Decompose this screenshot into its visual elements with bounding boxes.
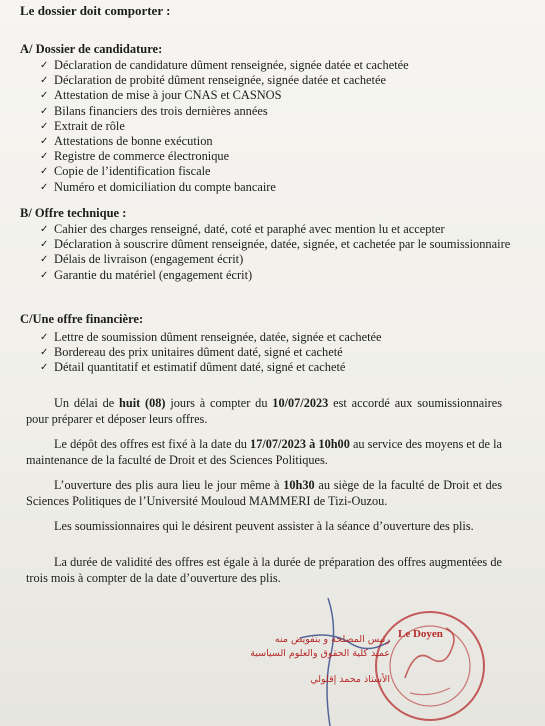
list-item: ✓ Copie de l’identification fiscale <box>40 164 211 179</box>
list-item: ✓ Garantie du matériel (engagement écrit) <box>40 267 253 282</box>
checkmark-icon: ✓ <box>40 120 49 132</box>
list-item: ✓ Déclaration de candidature dûment renseignée, signée datée et cachetée <box>40 58 409 72</box>
list-item: ✓ Extrait de rôle <box>40 118 125 133</box>
checkmark-icon: ✓ <box>40 224 49 235</box>
list-item: ✓ Bordereau des prix unitaires dûment daté, signé et cacheté <box>40 345 343 360</box>
list-item: ✓ Déclaration à souscrire dûment renseignée, datée, signée, et cachetée par le soumissionnaire <box>40 237 511 252</box>
list-item: ✓ Cahier des charges renseigné, daté, coté et paraphé avec mention lu et accepter <box>40 222 445 236</box>
stamp-arabic-line1: رئيس المصلحة و بتفويض منه <box>274 634 390 645</box>
section-a-title: A/ Dossier de candidature: <box>20 42 163 56</box>
checkmark-icon: ✓ <box>40 254 49 266</box>
checkmark-icon: ✓ <box>40 60 49 71</box>
paragraph-ouverture: L’ouverture des plis aura lieu le jour même à 10h30 au siège de la faculté de Droit et des Sciences Politiques de l’Université Mouloud MAMMERI de Tizi-Ouzou. <box>26 478 502 508</box>
stamp-title: Le Doyen <box>398 628 443 640</box>
checkmark-icon: ✓ <box>40 362 49 374</box>
section-c-title: C/Une offre financière: <box>20 312 144 326</box>
checkmark-icon: ✓ <box>40 105 49 117</box>
checkmark-icon: ✓ <box>40 347 49 359</box>
stamp-arabic-line2: عميد كلية الحقوق والعلوم السياسية <box>250 648 390 659</box>
checkmark-icon: ✓ <box>40 239 49 251</box>
stamp-arabic-line3: الأستاذ محمد إقلولي <box>310 674 390 685</box>
paragraph-depot: Le dépôt des offres est fixé à la date du 17/07/2023 à 10h00 au service des moyens et de la maintenance de la faculté de Droit et des Sciences Politiques. <box>26 437 502 467</box>
stamp-and-signature <box>240 598 540 726</box>
list-item: ✓ Attestations de bonne exécution <box>40 134 213 149</box>
section-b-list <box>40 222 524 283</box>
stamp-area <box>240 598 540 726</box>
section-b-title: B/ Offre technique : <box>20 206 127 220</box>
checkmark-icon: ✓ <box>40 166 49 178</box>
list-item: ✓ Délais de livraison (engagement écrit) <box>40 252 244 267</box>
list-item: ✓ Lettre de soumission dûment renseignée, datée, signée et cachetée <box>40 330 382 344</box>
checkmark-icon: ✓ <box>40 75 49 87</box>
list-item: ✓ Déclaration de probité dûment renseignée, signée datée et cachetée <box>40 73 386 88</box>
list-item: ✓ Registre de commerce électronique <box>40 149 230 164</box>
list-item: ✓ Numéro et domiciliation du compte bancaire <box>40 179 276 194</box>
paragraph-validite: La durée de validité des offres est égale à la durée de préparation des offres augmentées de trois mois à compter de la date d’ouverture des plis. <box>26 555 502 585</box>
paragraph-delai: Un délai de huit (08) jours à compter du 10/07/2023 est accordé aux soumissionnaires pour préparer et déposer leurs offres. <box>26 396 502 426</box>
list-item: ✓ Attestation de mise à jour CNAS et CASNOS <box>40 88 282 103</box>
checkmark-icon: ✓ <box>40 90 49 102</box>
checkmark-icon: ✓ <box>40 136 49 148</box>
document-heading: Le dossier doit comporter : <box>20 3 171 18</box>
checkmark-icon: ✓ <box>40 181 49 193</box>
checkmark-icon: ✓ <box>40 332 49 343</box>
section-c-list <box>40 330 382 376</box>
checkmark-icon: ✓ <box>40 151 49 163</box>
checkmark-icon: ✓ <box>40 269 49 281</box>
list-item: ✓ Détail quantitatif et estimatif dûment daté, signé et cacheté <box>40 360 346 375</box>
section-a-list <box>40 58 409 195</box>
list-item: ✓ Bilans financiers des trois dernières années <box>40 103 268 118</box>
paragraph-assister: Les soumissionnaires qui le désirent peuvent assister à la séance d’ouverture des plis. <box>54 519 474 533</box>
